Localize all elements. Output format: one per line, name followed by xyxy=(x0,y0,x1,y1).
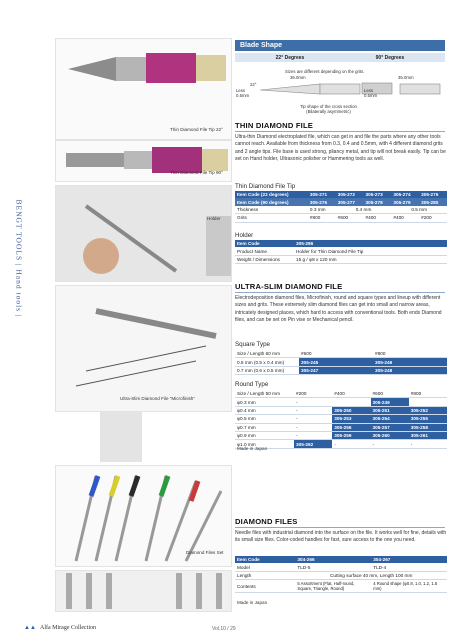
cell: 305-247 xyxy=(299,366,373,374)
cell: - xyxy=(371,440,409,448)
cell: 305-274 xyxy=(391,191,419,198)
cell: 305-256 xyxy=(332,423,370,431)
cell: 305-250 xyxy=(332,406,370,414)
photo-holder xyxy=(55,185,232,282)
diamond-rule xyxy=(235,527,445,528)
thin-tip-table xyxy=(235,191,447,223)
cell: 0.5 mm (0.5 x 0.4 mm) xyxy=(235,358,299,366)
cell: Model xyxy=(235,563,295,571)
cell: φ0.7 mm xyxy=(235,423,294,431)
cell: - xyxy=(409,440,447,448)
footer-brand: Alfa Mirage Collection xyxy=(40,625,96,631)
cell: 305-277 xyxy=(336,198,364,205)
square-table xyxy=(235,350,447,375)
cell: Size / Length 50 mm xyxy=(235,390,294,398)
cell: 0.4 mm xyxy=(336,206,392,214)
cell: 305-286 xyxy=(294,240,447,247)
microfinish-image xyxy=(56,286,231,411)
diamond-desc: Needle files with industrial diamond into the surface on the file. It works well for fine, details with its small size files. Color-coded handles for fast, sure access to the one you need. xyxy=(235,530,447,544)
diamond-tips-image xyxy=(56,571,231,611)
cell: #600 xyxy=(299,350,373,358)
cell: #800 xyxy=(373,350,447,358)
caption-holder: Holder xyxy=(207,216,221,221)
cell: Contents xyxy=(235,580,295,593)
cell: 0.7 mm (0.6 x 0.5 mm) xyxy=(235,366,299,374)
cell: 305-251 xyxy=(371,406,409,414)
cell: Holder for Thin Diamond File Tip xyxy=(294,247,447,255)
cell: TLD-5 xyxy=(295,563,371,571)
cell: Size / Length 60 mm xyxy=(235,350,299,358)
thin-title: THIN DIAMOND FILE xyxy=(235,121,314,130)
cell: TLD-4 xyxy=(371,563,447,571)
diamond-made-in: Made in Japan xyxy=(237,600,268,605)
cell: #800 xyxy=(308,214,336,222)
cell: #600 xyxy=(336,214,364,222)
footer-logo-icon: ▲▲ xyxy=(24,625,36,631)
slim-title: ULTRA-SLIM DIAMOND FILE xyxy=(235,282,343,291)
cell: - xyxy=(294,415,332,423)
holder-table xyxy=(235,240,447,264)
blade-dim-36: 36.0mm xyxy=(290,75,306,80)
cell xyxy=(332,398,370,406)
slim-rule xyxy=(235,292,445,293)
cell: Item Code xyxy=(235,240,294,247)
thin-tip-heading: Thin Diamond File Tip xyxy=(235,183,296,190)
cell: 0.5 mm xyxy=(391,206,447,214)
cell: Item Code xyxy=(235,556,295,563)
cell: - xyxy=(294,431,332,439)
caption-tip90: Thin Diamond File Tip 90° xyxy=(170,170,223,175)
cell: 305-245 xyxy=(299,358,373,366)
cell: 305-279 xyxy=(391,198,419,205)
blade-tip-note: Tip shape of the cross section (Bilaterally asymmetric) xyxy=(300,104,357,114)
diamond-table xyxy=(235,556,447,593)
cell: #400 xyxy=(332,390,370,398)
cell: 305-280 xyxy=(419,198,447,205)
cell: Product Name xyxy=(235,247,294,255)
cell: Cutting surface 40 mm, Length 100 mm xyxy=(295,571,447,579)
cell: 305-261 xyxy=(409,431,447,439)
photo-diamond-tips xyxy=(55,570,232,612)
slim-made-in: Made in Japan xyxy=(237,446,268,451)
blade-sizes-note: Sizes are different depending on the grits. xyxy=(285,69,365,74)
cell: φ0.9 mm xyxy=(235,431,294,439)
cell: 0.3 mm xyxy=(308,206,336,214)
cell: #600 xyxy=(371,390,409,398)
cell: 305-262 xyxy=(294,440,332,448)
cell: #200 xyxy=(419,214,447,222)
blade-dim-35: 35.0mm xyxy=(398,75,414,80)
cell: φ0.4 mm xyxy=(235,406,294,414)
blade-tab-90: 90° Degrees xyxy=(375,54,405,61)
cell: Item Code (90 degrees) xyxy=(235,198,308,205)
cell: 305-252 xyxy=(409,406,447,414)
caption-tip22: Thin Diamond File Tip 22° xyxy=(170,127,223,132)
cell: 305-276 xyxy=(308,198,336,205)
cell: 304-266 xyxy=(295,556,371,563)
cell: - xyxy=(294,398,332,406)
cell: Grits xyxy=(235,214,308,222)
thin-rule xyxy=(235,131,445,132)
file-tip-22-image xyxy=(56,39,231,139)
blade-tab-22: 22° Degrees xyxy=(275,54,305,61)
cell: 305-272 xyxy=(336,191,364,198)
side-label: BENGT TOOLS | Hand tools | xyxy=(14,199,24,318)
caption-microfinish: Ultra-Slim Diamond File "Microfinish" xyxy=(120,396,195,401)
cell: 305-246 xyxy=(373,358,447,366)
thin-desc: Ultra-thin Diamond electroplated file, which can get in and file the parts where any other tools cannot reach. Available from thickness from 0.3, 0.4 and 0.5mm, with 4 different diamond grits and 2 angle tips. File base is used strong, pliancy metal, and tip will not break easily. Tip can be set on Hand holder, Ultrasonic polisher or Hammering tools as well. xyxy=(235,134,446,162)
diamond-title: DIAMOND FILES xyxy=(235,517,298,526)
cell: Length xyxy=(235,571,295,579)
holder-image xyxy=(56,186,231,281)
photo-microfinish xyxy=(55,285,232,412)
cell: φ1.0 mm xyxy=(235,440,294,448)
cell: - xyxy=(294,406,332,414)
holder-heading: Holder xyxy=(235,232,254,239)
file-tip-90-image xyxy=(56,141,231,181)
side-tab xyxy=(4,199,24,318)
cell: 305-257 xyxy=(371,423,409,431)
blade-angle: 22° xyxy=(250,82,257,87)
cell: #200 xyxy=(294,390,332,398)
cell: Thickness xyxy=(235,206,308,214)
cell: 305-254 xyxy=(371,415,409,423)
cell: 305-278 xyxy=(364,198,392,205)
cell: #800 xyxy=(409,390,447,398)
cell: 305-259 xyxy=(332,431,370,439)
cell: 15 g / φ8 x 120 mm xyxy=(294,255,447,263)
round-heading: Round Type xyxy=(235,381,269,388)
photo-tip90 xyxy=(55,140,232,182)
cell: 305-255 xyxy=(409,415,447,423)
cell: 305-273 xyxy=(364,191,392,198)
cell: #400 xyxy=(391,214,419,222)
cell: Item Code (22 degrees) xyxy=(235,191,308,198)
cell: 305-249 xyxy=(371,398,409,406)
cell: 305-260 xyxy=(371,431,409,439)
cell: φ0.3 mm xyxy=(235,398,294,406)
cell: - xyxy=(294,423,332,431)
cell: #400 xyxy=(364,214,392,222)
cell: 5 Assortment (Flat, Half-round, Square, Triangle, Round) xyxy=(295,580,371,593)
cell: 305-271 xyxy=(308,191,336,198)
cell: 305-275 xyxy=(419,191,447,198)
square-heading: Square Type xyxy=(235,341,270,348)
cell xyxy=(409,398,447,406)
cell: 305-258 xyxy=(409,423,447,431)
blade-shape-title: Blade Shape xyxy=(240,41,283,49)
slim-desc: Electrodeposition diamond files, Microfinish, round and square types and lineup with different sizes and grits. These extremely slim diamond files can get into small and narrow areas, intricately designed places, which hard to access with conventional tools. Both ends Diamond files, and can be set on Pin vise or Mechanical pencil. xyxy=(235,295,442,323)
cell: 304-267 xyxy=(371,556,447,563)
round-table xyxy=(235,390,447,449)
caption-diamond-set: Diamond Files Set xyxy=(186,550,224,555)
blade-less-right: Less 0.5mm xyxy=(364,88,378,98)
cell: 305-248 xyxy=(373,366,447,374)
blade-less-left: Less 0.5mm xyxy=(236,88,250,98)
cell: 4 Round shape (φ0.8, 1.0, 1.2, 1.5 mm) xyxy=(371,580,447,593)
cell: 305-253 xyxy=(332,415,370,423)
photo-tip22 xyxy=(55,38,232,140)
cell: - xyxy=(332,440,370,448)
footer-volume: Vol.10 / 29 xyxy=(212,626,236,632)
cell: Weight / Dimensions xyxy=(235,255,294,263)
cell: φ0.5 mm xyxy=(235,415,294,423)
photo-microfinish-use xyxy=(100,412,142,462)
